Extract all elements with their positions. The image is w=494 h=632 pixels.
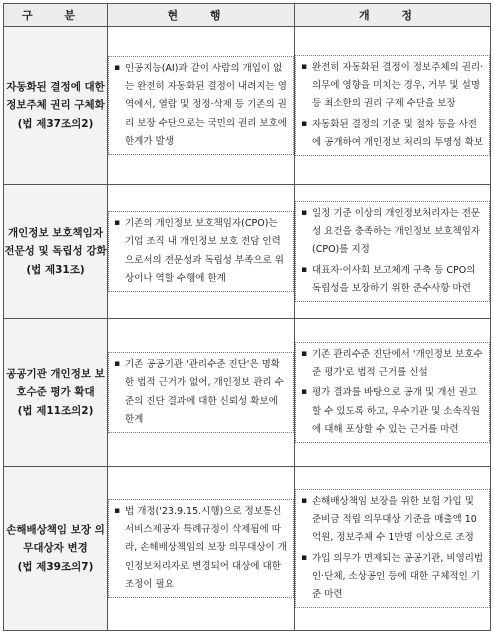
revision-item: ▪ 손해배상책임 보장을 위한 보험 가입 및 준비금 적립 의무대상 기준을 매출액 10억원, 정보주체 수 1만명 이상으로 조정 (301, 493, 484, 547)
current-box (108, 499, 294, 597)
revision-item: ▪ 완전히 자동화된 결정이 정보주체의 권리·의무에 영향을 미치는 경우, 거부 및 설명 등 최소한의 권리 구제 수단을 보장 (301, 59, 484, 113)
header-current: 현 행 (108, 4, 295, 27)
current-box (108, 56, 294, 154)
law-reference: (법 제11조의2) (17, 404, 94, 417)
revision-cell (295, 27, 491, 185)
current-item: ▪ 기존 공공기관 '관리수준 진단'은 명확한 법적 근거가 없어, 개인정보 관리 수준의 진단 결과에 대한 신뢰성 확보에 한계 (114, 356, 288, 428)
row-title: 손해배상책임 보장 의무대상자 변경 (6, 523, 105, 555)
revision-item: ▪ 일정 기준 이상의 개인정보처리자는 전문성 요건을 충족하는 개인정보 보호책임자(CPO)를 지정 (301, 205, 484, 259)
revision-box (295, 342, 490, 442)
header-revision: 개 정 (295, 4, 491, 27)
row-category (4, 467, 108, 631)
row-title: 자동화된 결정에 대한 정보주체 권리 구체화 (6, 80, 105, 112)
table-row (4, 185, 491, 319)
revision-cell (295, 319, 491, 467)
row-category (4, 27, 108, 185)
current-item: ▪ 법 개정('23.9.15.시행)으로 정보통신서비스제공자 특례규정이 삭제됨에 따라, 손해배상책임의 보장 의무대상이 개인정보처리자로 변경되어 대상에 대한 조정이 필요 (114, 503, 288, 593)
current-item: ▪ 기존의 개인정보 보호책임자(CPO)는 기업 조직 내 개인정보 보호 전담 인력으로서의 전문성과 독립성 부족으로 위상이나 역할 수행에 한계 (114, 215, 288, 287)
current-item: ▪ 인공지능(AI)과 같이 사람의 개입이 없는 완전히 자동화된 결정이 내려지는 영역에서, 열람 및 정정·삭제 등 기존의 권리 보장 수단으로는 국민의 권리 보호에 한계가 발생 (114, 60, 288, 150)
table-row (4, 27, 491, 185)
law-reference: (법 제39조의7) (17, 560, 94, 573)
revision-cell (295, 467, 491, 631)
current-box (108, 352, 294, 432)
row-category (4, 319, 108, 467)
table-row (4, 467, 491, 631)
row-title: 개인정보 보호책임자 전문성 및 독립성 강화 (4, 226, 107, 258)
revision-box (295, 489, 490, 607)
revision-item: ▪ 자동화된 결정의 기준 및 절차 등을 사전에 공개하여 개인정보 처리의 투명성 확보 (301, 116, 484, 152)
header-category: 구 분 (4, 4, 108, 27)
current-box (108, 211, 294, 291)
table-row (4, 319, 491, 467)
comparison-table (3, 3, 491, 631)
current-cell (108, 27, 295, 185)
revision-item: ▪ 평가 결과를 바탕으로 공개 및 개선 권고할 수 있도록 하고, 우수기관 및 소속직원에 대해 포상할 수 있는 근거를 마련 (301, 384, 484, 438)
revision-item: ▪ 기존 관리수준 진단에서 '개인정보 보호수준 평가'로 법적 근거를 신설 (301, 346, 484, 382)
header-row (4, 4, 491, 27)
law-reference: (법 제37조의2) (17, 117, 94, 130)
current-cell (108, 185, 295, 319)
revision-cell (295, 185, 491, 319)
revision-item: ▪ 가입 의무가 면제되는 공공기관, 비영리법인·단체, 소상공인 등에 대한 구체적인 기준 마련 (301, 550, 484, 604)
row-title: 공공기관 개인정보 보호수준 평가 확대 (6, 367, 105, 399)
revision-box (295, 55, 490, 155)
revision-item: ▪ 대표자·이사회 보고체계 구축 등 CPO의 독립성을 보장하기 위한 준수사항 마련 (301, 262, 484, 298)
revision-box (295, 201, 490, 301)
law-reference: (법 제31조) (26, 263, 85, 276)
row-category (4, 185, 108, 319)
current-cell (108, 467, 295, 631)
current-cell (108, 319, 295, 467)
